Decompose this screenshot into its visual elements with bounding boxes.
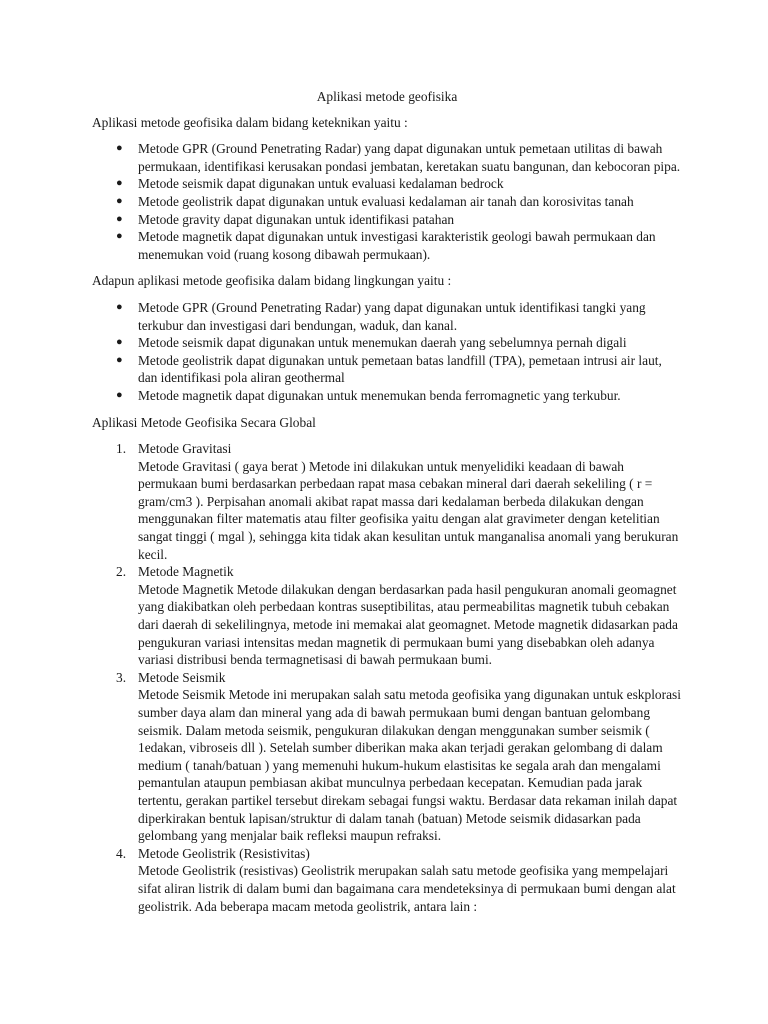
bullet-icon: ● bbox=[116, 177, 123, 190]
list-item: ● Metode gravity dapat digunakan untuk identifikasi patahan bbox=[116, 211, 455, 227]
list-item: ● Metode GPR (Ground Penetrating Radar) yang dapat digunakan untuk identifikasi tangki yang terkubur dan investigasi dari bendungan, waduk, dan kanal. bbox=[116, 299, 646, 333]
list-item: ● Metode magnetik dapat digunakan untuk investigasi karakteristik geologi bawah permukaan dan menemukan void (ruang kosong dibawah permukaan). bbox=[116, 229, 656, 262]
item-heading: Metode Magnetik bbox=[138, 564, 234, 580]
section1-intro: Aplikasi metode geofisika dalam bidang keteknikan yaitu : bbox=[92, 114, 408, 130]
item-body: Metode Geolistrik (resistivas) Geolistrik merupakan salah satu metode geofisika yang mempelajari sifat aliran listrik di dalam bumi dan bagaimana cara mendeteksinya di permukaan bumi dengan alat geolistrik. Ada beberapa macam metoda geolistrik, antara lain : bbox=[138, 863, 676, 914]
item-number: 1. bbox=[116, 441, 127, 457]
section3-list bbox=[92, 440, 682, 915]
list-item: ● Metode seismik dapat digunakan untuk evaluasi kedalaman bedrock bbox=[116, 176, 504, 192]
item-body: Metode Seismik Metode ini merupakan salah satu metoda geofisika yang digunakan untuk eskplorasi sumber daya alam dan mineral yang ada di bawah permukaan bumi dengan bantuan gelombang seismik. Dalam metoda seismik, pengukuran dilakukan dengan menggunakan sumber seismik ( 1edakan, vibroseis dll ). Setelah sumber diberikan maka akan terjadi gerakan gelombang di dalam medium ( tanah/batuan ) yang memenuhi hukum-hukum elastisitas ke segala arah dan mengalami pemantulan ataupun pembiasan akibat munculnya perbedaan kecepatan. Kemudian pada jarak tertentu, gerakan partikel tersebut direkam sebagai fungsi waktu. Berdasar data rekaman inilah dapat diperkirakan bentuk lapisan/struktur di dalam tanah (batuan) Metode seismik didasarkan pada gelombang yang menjalar baik refleksi maupun refraksi. bbox=[138, 687, 681, 844]
list-item: ● Metode magnetik dapat digunakan untuk menemukan benda ferromagnetic yang terkubur. bbox=[116, 387, 621, 403]
list-item bbox=[92, 440, 682, 563]
list-item: ● Metode seismik dapat digunakan untuk menemukan daerah yang sebelumnya pernah digali bbox=[116, 335, 627, 351]
item-number: 3. bbox=[116, 669, 127, 685]
list-item bbox=[92, 669, 682, 845]
list-item bbox=[92, 845, 682, 915]
bullet-icon: ● bbox=[116, 212, 123, 225]
item-body: Metode Magnetik Metode dilakukan dengan berdasarkan pada hasil pengukuran anomali geomagnet yang diakibatkan oleh perbedaan kontras suseptibilitas, atau permeabilitas magnetik tubuh cebakan dari daerah di sekelilingnya, metode ini memakai alat geomagnet. Metode magnetik didasarkan pada pengukuran variasi intensitas medan magnetik di permukaan bumi yang disebabkan oleh adanya variasi distribusi benda termagnetisasi di bawah permukaan bumi. bbox=[138, 581, 678, 668]
list-item bbox=[92, 563, 682, 669]
list-item: ● Metode GPR (Ground Penetrating Radar) yang dapat digunakan untuk pemetaan utilitas di bawah permukaan, identifikasi kerusakan pondasi jembatan, keretakan suatu bangunan, dan kebocoran pipa. bbox=[116, 141, 681, 174]
section1-list bbox=[92, 140, 682, 263]
bullet-icon: ● bbox=[116, 300, 123, 313]
item-number: 2. bbox=[116, 564, 127, 580]
item-heading: Metode Gravitasi bbox=[138, 441, 232, 457]
bullet-icon: ● bbox=[116, 142, 123, 155]
item-number: 4. bbox=[116, 845, 127, 861]
section3-intro: Aplikasi Metode Geofisika Secara Global bbox=[92, 414, 316, 430]
bullet-icon: ● bbox=[116, 194, 123, 207]
item-heading: Metode Seismik bbox=[138, 669, 226, 685]
list-item: ● Metode geolistrik dapat digunakan untuk pemetaan batas landfill (TPA), pemetaan intrusi air laut, dan identifikasi pola aliran geothermal bbox=[116, 352, 662, 386]
bullet-icon: ● bbox=[116, 388, 123, 401]
section2-intro: Adapun aplikasi metode geofisika dalam bidang lingkungan yaitu : bbox=[92, 273, 452, 289]
bullet-icon: ● bbox=[116, 336, 123, 349]
item-heading: Metode Geolistrik (Resistivitas) bbox=[138, 845, 310, 861]
document-page bbox=[92, 88, 682, 915]
bullet-icon: ● bbox=[116, 353, 123, 366]
list-item: ● Metode geolistrik dapat digunakan untuk evaluasi kedalaman air tanah dan korosivitas tanah bbox=[116, 193, 634, 209]
section2-list bbox=[92, 299, 682, 405]
item-body: Metode Gravitasi ( gaya berat ) Metode ini dilakukan untuk menyelidiki keadaan di bawah permukaan bumi berdasarkan perbedaan rapat masa cebakan mineral dari daerah sekeliling ( r = gram/cm3 ). Perpisahan anomali akibat rapat massa dari kedalaman berbeda dilakukan dengan menggunakan filter matematis atau filter geofisika yaitu dengan alat gravimeter dengan ketelitian sangat tinggi ( mgal ), sehingga kita tidak akan kesulitan untuk manganalisa anomali yang berukuran kecil. bbox=[138, 458, 679, 562]
document-title: Aplikasi metode geofisika bbox=[316, 89, 458, 104]
bullet-icon: ● bbox=[116, 230, 123, 243]
